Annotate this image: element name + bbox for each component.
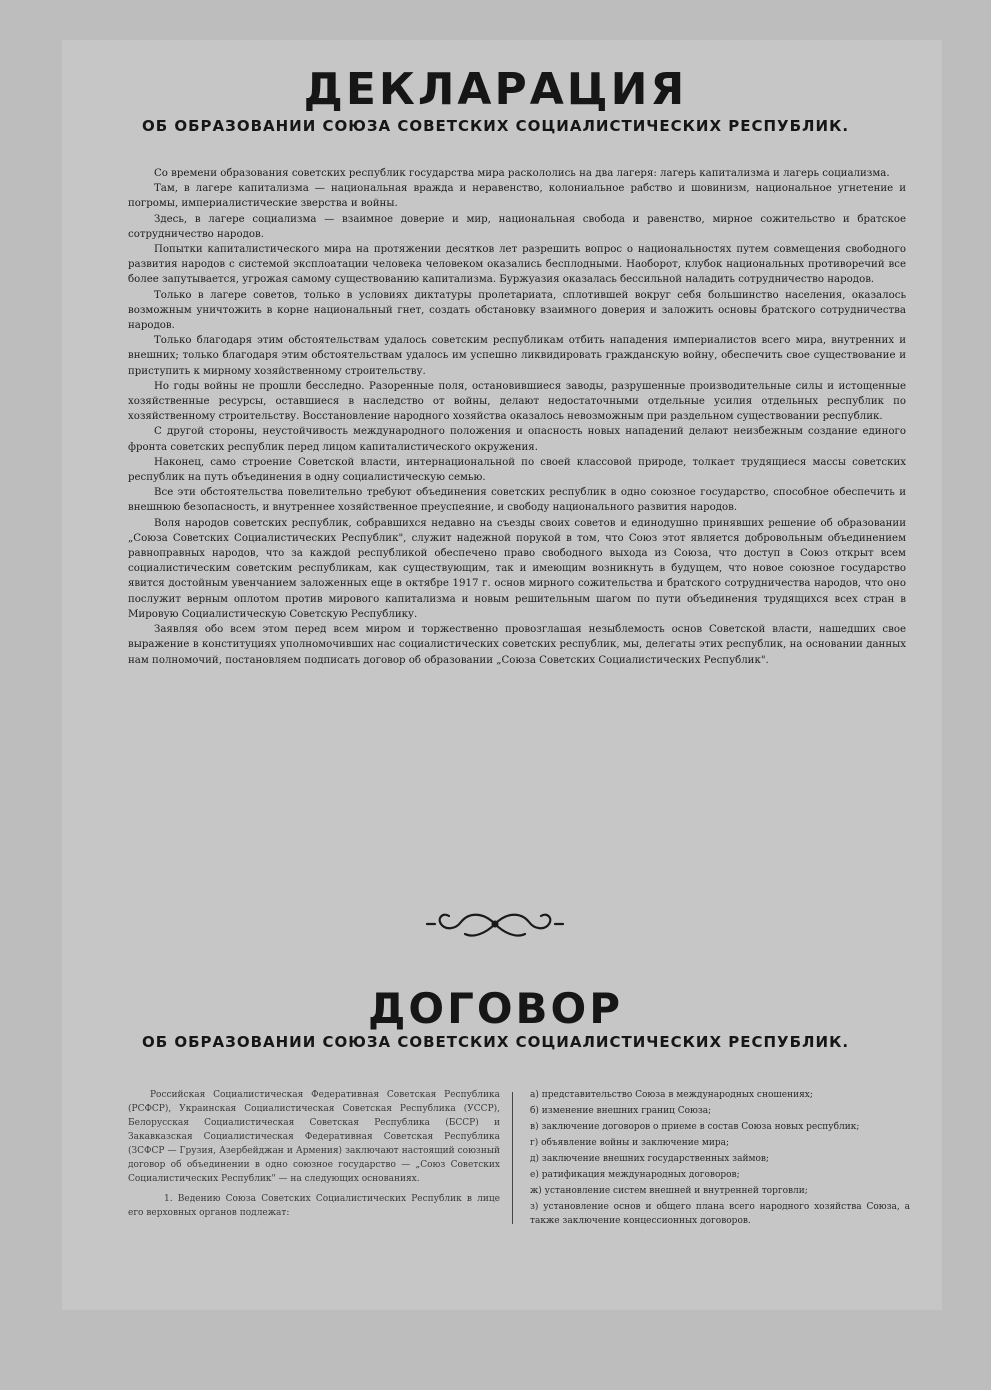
- treaty-item: а) представительство Союза в международных сношениях;: [530, 1090, 813, 1100]
- treaty-item: е) ратификация международных договоров;: [530, 1170, 740, 1180]
- declaration-paragraph: Со времени образования советских республик государства мира раскололись на два лагеря: лагерь капитализма и лагерь социализма.: [154, 168, 890, 179]
- declaration-body: [128, 166, 906, 668]
- treaty-item: в) заключение договоров о приеме в состав Союза новых республик;: [530, 1122, 860, 1132]
- declaration-title: ДЕКЛАРАЦИЯ: [303, 64, 688, 115]
- treaty-item: ж) установление систем внешней и внутренней торговли;: [530, 1186, 808, 1196]
- declaration-paragraph: Только в лагере советов, только в условиях диктатуры пролетариата, сплотившей вокруг себя большинство населения, оказалось возможным уничтожить в корне национальный гнет, создать обстановку взаимного доверия и заложить основы братского сотрудничества народов.: [128, 289, 906, 332]
- treaty-item: з) установление основ и общего плана всего народного хозяйства Союза, а также заключение концессионных договоров.: [530, 1202, 910, 1226]
- treaty-preamble-column: [128, 1088, 500, 1220]
- treaty-item: б) изменение внешних границ Союза;: [530, 1106, 712, 1116]
- treaty-item: г) объявление войны и заключение мира;: [530, 1138, 730, 1148]
- column-divider: [512, 1092, 513, 1224]
- treaty-items-column: [530, 1088, 910, 1228]
- treaty-subtitle: ОБ ОБРАЗОВАНИИ СОЮЗА СОВЕТСКИХ СОЦИАЛИСТИЧЕСКИХ РЕСПУБЛИК.: [141, 1033, 850, 1051]
- declaration-paragraph: Все эти обстоятельства повелительно требуют объединения советских республик в одно союзное государство, способное обеспечить и внешнюю безопасность, и внутреннее хозяйственное преуспеяние, и свободу национального развития народов.: [128, 487, 906, 514]
- treaty-clause-1: 1. Ведению Союза Советских Социалистических Республик в лице его верховных органов подлежат:: [128, 1194, 500, 1218]
- treaty-title: ДОГОВОР: [367, 984, 624, 1033]
- declaration-paragraph: Но годы войны не прошли бесследно. Разоренные поля, остановившиеся заводы, разрушенные производительные силы и истощенные хозяйственные ресурсы, оставшиеся в наследство от войны, делают недостаточными отдельные усилия отдельных республик по хозяйственному строительству. Восстановление народного хозяйства оказалось невозможным при раздельном существовании республик.: [128, 380, 906, 423]
- declaration-paragraph: Заявляя обо всем этом перед всем миром и торжественно провозглашая незыблемость основ Советской власти, нашедших свое выражение в конституциях уполномочивших нас социалистических советских республик, мы, делегаты этих республик, на основании данных нам полномочий, постановляем подписать договор об образовании „Союза Советских Социалистических Республик".: [128, 624, 906, 666]
- declaration-paragraph: С другой стороны, неустойчивость международного положения и опасность новых нападений делают неизбежным создание единого фронта советских республик перед лицом капиталистического окружения.: [128, 426, 906, 453]
- declaration-paragraph: Только благодаря этим обстоятельствам удалось советским республикам отбить нападения империалистов всего мира, внутренних и внешних; только благодаря этим обстоятельствам удалось им успешно ликвидировать гражданскую войну, обеспечить свое существование и приступить к мирному хозяйственному строительству.: [128, 335, 906, 377]
- declaration-paragraph: Попытки капиталистического мира на протяжении десятков лет разрешить вопрос о национальностях путем совмещения свободного развития народов с системой эксплоатации человека человеком оказались бесплодными. Наоборот, клубок национальных противоречий все более запутывается, угрожая самому существованию капитализма. Буржуазия оказалась бессильной наладить сотрудничество народов.: [128, 244, 906, 286]
- ornament-divider-icon: [425, 900, 565, 946]
- declaration-subtitle: ОБ ОБРАЗОВАНИИ СОЮЗА СОВЕТСКИХ СОЦИАЛИСТИЧЕСКИХ РЕСПУБЛИК.: [141, 117, 850, 135]
- declaration-paragraph: Наконец, само строение Советской власти, интернациональной по своей классовой природе, толкает трудящиеся массы советских республик на путь объединения в одну социалистическую семью.: [128, 456, 906, 484]
- declaration-paragraph: Там, в лагере капитализма — национальная вражда и неравенство, колониальное рабство и шовинизм, национальное угнетение и погромы, империалистические зверства и войны.: [128, 183, 906, 210]
- treaty-preamble: Российская Социалистическая Федеративная Советская Республика (РСФСР), Украинская Социалистическая Советская Республика (УССР), Белорусская Социалистическая Советская Республика (БССР) и Закавказская Социалистическая Федеративная Советская Республика (ЗСФСР — Грузия, Азербейджан и Армения) заключают настоящий союзный договор об объединении в одно союзное государство — „Союз Советских Социалистических Республик" — на следующих основаниях.: [128, 1090, 500, 1184]
- treaty-item: д) заключение внешних государственных займов;: [530, 1154, 769, 1164]
- declaration-paragraph: Здесь, в лагере социализма — взаимное доверие и мир, национальная свобода и равенство, мирное сожительство и братское сотрудничество народов.: [128, 213, 906, 240]
- declaration-paragraph: Воля народов советских республик, собравшихся недавно на съезды своих советов и единодушно принявших решение об образовании „Союза Советских Социалистических Республик", служит надежной порукой в том, что Союз этот является добровольным объединением равноправных народов, что за каждой республикой обеспечено право свободного выхода из Союза, что доступ в Союз открыт всем социалистическим советским республикам, как существующим, так и имеющим возникнуть в будущем, что новое союзное государство явится достойным увенчанием заложенных еще в октябре 1917 г. основ мирного сожительства и братского сотрудничества народов, что оно послужит верным оплотом против мирового капитализма и новым решительным шагом по пути объединения трудящихся всех стран в Мировую Социалистическую Советскую Республику.: [128, 517, 906, 620]
